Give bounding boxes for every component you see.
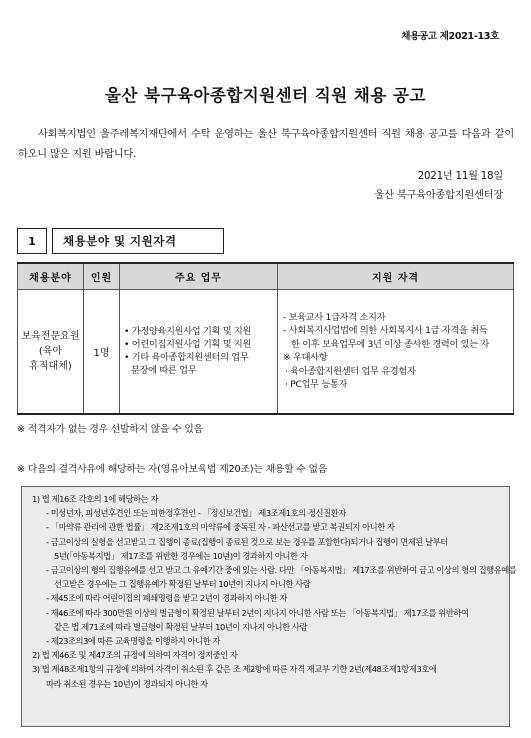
qualification-line: ※ 우대사항 xyxy=(283,352,328,364)
qualification-line: · PC업무 능통자 xyxy=(285,379,348,391)
duty-line: • 어린이집지원사업 기획 및 지원 xyxy=(124,339,252,351)
qualification-line: · 육아종합지원센터 업무 유경험자 xyxy=(285,365,416,377)
section-title: 채용분야 및 지원자격 xyxy=(52,228,224,254)
disqualification-box xyxy=(21,486,517,727)
section-header xyxy=(17,228,224,254)
disqualification-line: 5년(「아동복지법」 제17조를 위반한 경우에는 10년)이 경과하지 아니한 자 xyxy=(54,550,308,561)
disqualification-line: - 미성년자, 피성년후견인 또는 피한정후견인 - 「정신보건법」 제3조제1호의 정신질환자 xyxy=(46,508,346,519)
disqualification-line: 3) 법 제48조제1항의 규정에 의하여 자격이 취소된 후 같은 조 제2항에 따른 자격 재교부 기한 2년(제48조제1항제3호에 xyxy=(32,664,437,675)
table-row xyxy=(18,289,514,414)
duty-line: 분장에 따른 업무 xyxy=(131,365,197,377)
duty-line: • 가정양육지원사업 기획 및 지원 xyxy=(124,326,252,338)
duties-cell xyxy=(120,289,278,414)
disqualification-line: 1) 법 제16조 각호의 1에 해당하는 자 xyxy=(32,494,159,504)
field-cell xyxy=(18,289,84,414)
header-field: 채용분야 xyxy=(18,263,84,289)
intro-text: 사회복지법인 울주레복지재단에서 수탁 운영하는 울산 북구육아종합지원센터 직원 채용 공고를 다음과 같이 하오니 많은 지원 바랍니다. xyxy=(18,129,514,160)
qualifications-cell xyxy=(278,289,514,414)
intro-paragraph xyxy=(18,125,514,165)
table-header-row xyxy=(18,263,514,289)
disqualification-line: - 금고이상의 형의 집행유예를 선고 받고 그 유예기간 중에 있는 사람. 다만 「아동복지법」 제17조를 위반하여 금고 이상의 형의 집행유예를 xyxy=(46,565,517,576)
document-title: 울산 북구육아종합지원센터 직원 채용 공고 xyxy=(105,86,426,105)
header-duties: 주요 업무 xyxy=(120,263,278,289)
section-number: 1 xyxy=(17,228,47,254)
disqualification-line: 선고받은 경우에는 그 집행유예가 확정된 날부터 10년이 지나지 아니한 사람 xyxy=(54,579,311,590)
header-qualifications: 지원 자격 xyxy=(278,263,514,289)
recruitment-table xyxy=(17,262,514,415)
header-count: 인원 xyxy=(84,263,120,289)
qualification-line: - 보육교사 1급자격 소지자 xyxy=(283,311,386,323)
qualification-line: - 사회복지사업법에 의한 사회복지사 1급 자격을 취득 xyxy=(283,325,488,337)
field-line: 보육전문요원 xyxy=(21,330,80,342)
notice-date: 2021년 11월 18일 xyxy=(417,171,503,182)
disqualification-line: - 제45조에 따라 어린이집의 폐쇄명령을 받고 2년이 경과하지 아니한 자 xyxy=(46,593,287,604)
disqualification-line: 같은 법 제71조에 따라 벌금형이 확정된 날부터 10년이 지나지 아니한 사람 xyxy=(54,621,308,632)
field-line: (육아 xyxy=(38,345,63,357)
disqualification-line: - 제46조에 따라 300만원 이상의 벌금형이 확정된 날부터 2년이 지나지 아니한 사람 또는 「아동복지법」 제17조를 위반하여 xyxy=(46,607,469,618)
disqualification-line: 2) 법 제46조 및 제47조의 규정에 의하여 자격이 정지중인 자 xyxy=(32,650,238,661)
disqualification-line: - 「마약류 관리에 관한 법률」 제2조제1호의 마약류에 중독된 자 - 파산선고를 받고 복권되지 아니한 자 xyxy=(46,522,395,533)
field-line: 휴직대체) xyxy=(29,360,72,372)
disqualification-line: 따라 취소된 경우는 10년)이 경과되지 아니한 자 xyxy=(46,678,208,689)
duty-line: • 기타 육아종합지원센터의 업무 xyxy=(124,352,249,364)
note-disqualification: ※ 다음의 결격사유에 해당하는 자(영유아보육법 제20조)는 채용할 수 없음 xyxy=(17,464,328,475)
count-cell: 1명 xyxy=(84,289,120,414)
note-no-qualified: ※ 적격자가 없는 경우 선발하지 않을 수 있음 xyxy=(17,424,203,435)
organization-name: 울산 북구육아종합지원센터장 xyxy=(374,190,503,201)
qualification-line: 한 이후 보육업무에 3년 이상 종사한 경력이 있는 자 xyxy=(291,338,490,350)
notice-number: 채용공고 제2021-13호 xyxy=(401,31,499,42)
disqualification-line: - 금고이상의 실형을 선고받고 그 집행이 종료(집행이 종료된 것으로 보는 경우를 포함한다)되거나 집행이 면제된 날부터 xyxy=(46,536,448,547)
disqualification-line: - 제23조의3에 따른 교육명령을 이행하지 아니한 자 xyxy=(46,636,220,647)
